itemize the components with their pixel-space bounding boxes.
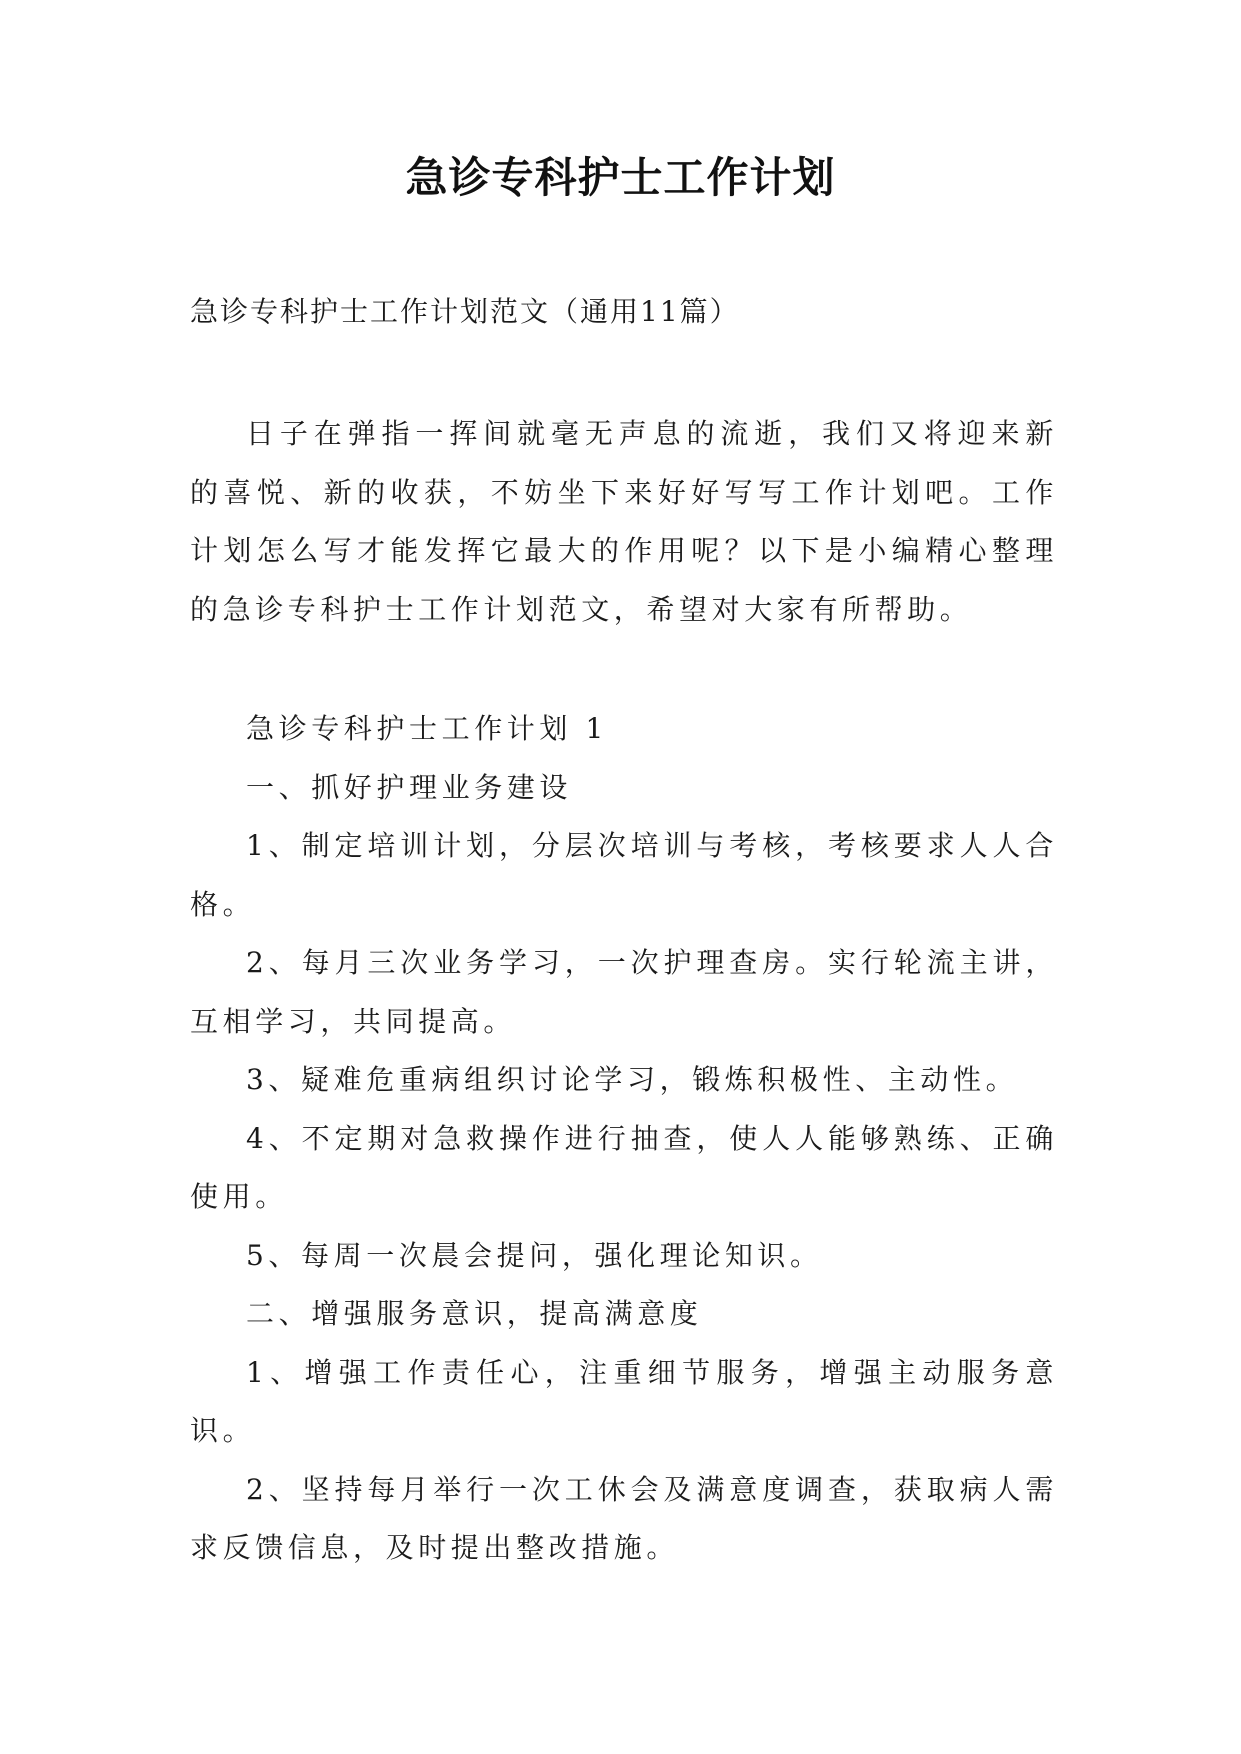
section-heading: 一、抓好护理业务建设: [246, 770, 573, 804]
list-item: 3、疑难危重病组织讨论学习，锻炼积极性、主动性。: [246, 1063, 1019, 1096]
list-item: 2、每月三次业务学习，一次护理查房。实行轮流主讲，互相学习，共同提高。: [190, 946, 1058, 1038]
plan-heading: 急诊专科护士工作计划 1: [246, 712, 608, 745]
document-title: 急诊专科护士工作计划: [405, 153, 836, 202]
section-heading: 二、增强服务意识，提高满意度: [246, 1297, 703, 1330]
list-item: 1、增强工作责任心，注重细节服务，增强主动服务意识。: [190, 1355, 1058, 1447]
list-item: 4、不定期对急救操作进行抽查，使人人能够熟练、正确使用。: [190, 1121, 1058, 1213]
document-subtitle: 急诊专科护士工作计划范文（通用11篇）: [190, 295, 740, 328]
list-item: 5、每周一次晨会提问，强化理论知识。: [246, 1238, 823, 1272]
list-item: 1、制定培训计划，分层次培训与考核，考核要求人人合格。: [190, 829, 1058, 921]
plan-sections: [190, 700, 1058, 1578]
intro-paragraph: 日子在弹指一挥间就毫无声息的流逝，我们又将迎来新的喜悦、新的收获，不妨坐下来好好写写工作计划吧。工作计划怎么写才能发挥它最大的作用呢？以下是小编精心整理的急诊专科护士工作计划范文，希望对大家有所帮助。: [190, 417, 1058, 626]
list-item: 2、坚持每月举行一次工休会及满意度调查，获取病人需求反馈信息，及时提出整改措施。: [190, 1472, 1058, 1564]
